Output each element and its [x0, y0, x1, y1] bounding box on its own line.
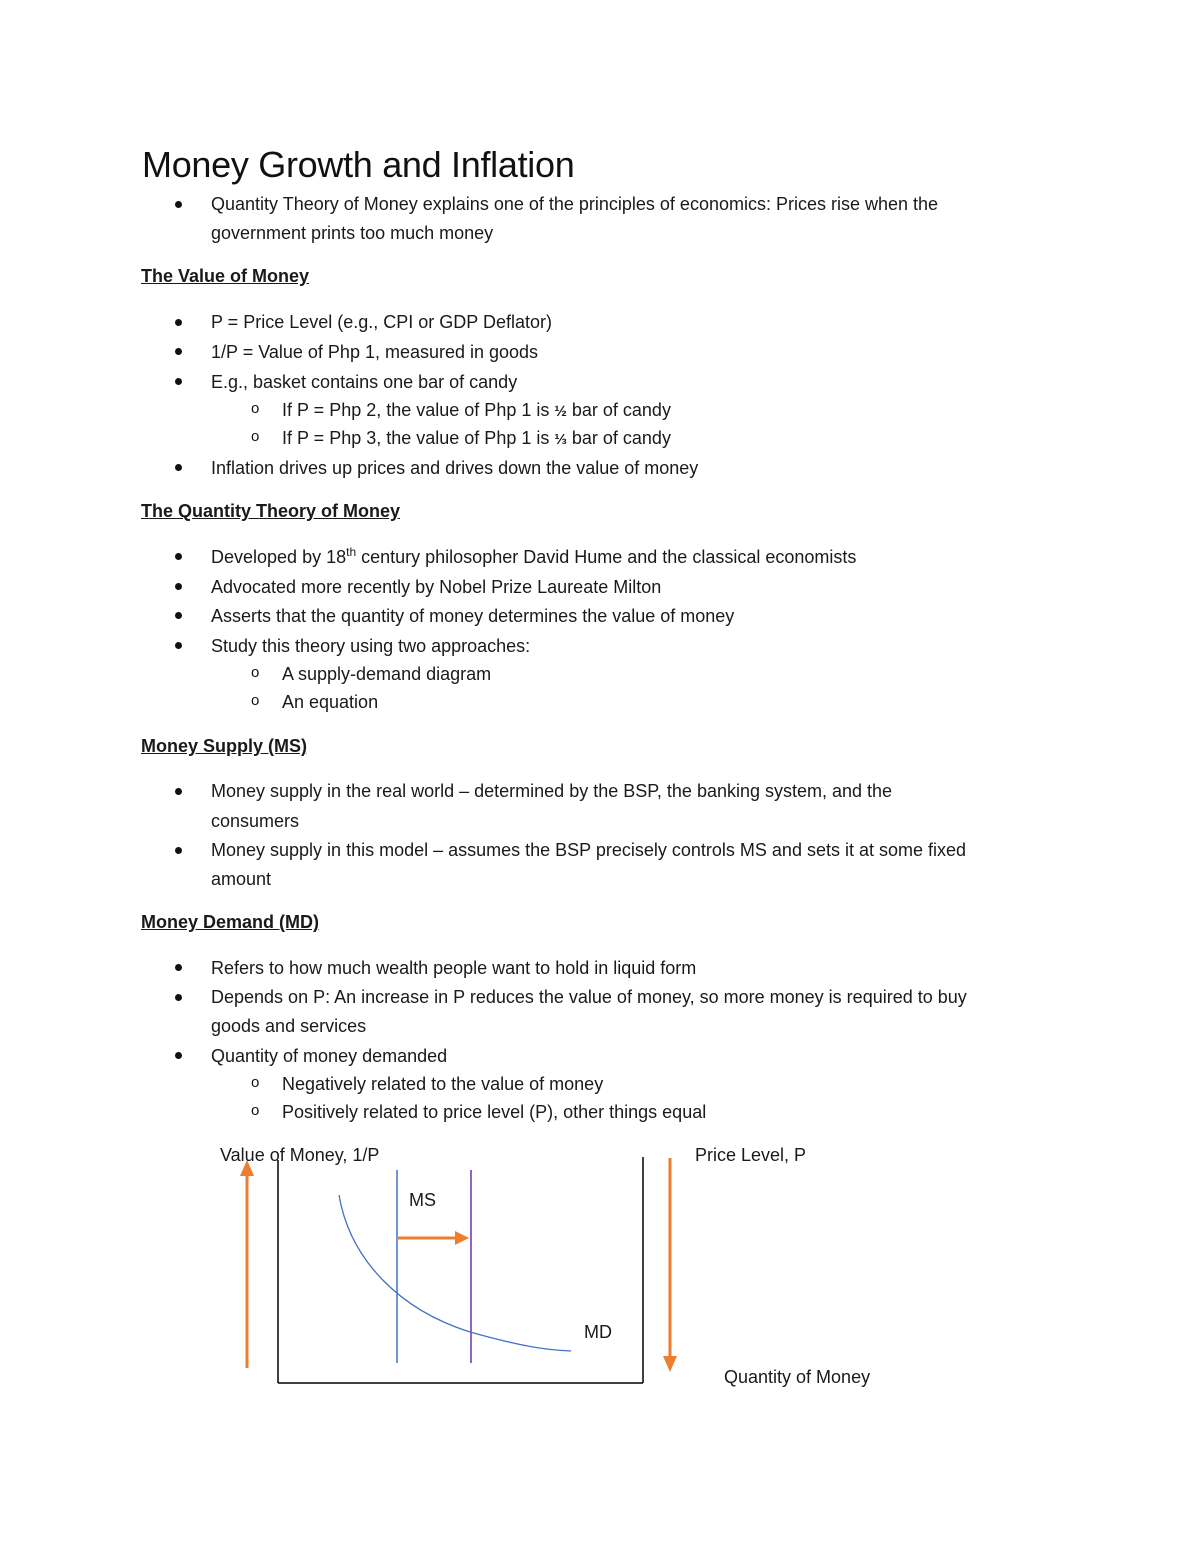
sub-text: If P = Php 3, the value of Php 1 is	[282, 428, 555, 448]
x-axis-label: Quantity of Money	[724, 1367, 871, 1387]
value-bullet-2: 1/P = Value of Php 1, measured in goods	[211, 342, 539, 362]
heading-money-supply: Money Supply (MS)	[141, 736, 307, 756]
value-bullet-4: Inflation drives up prices and drives down the value of money	[211, 458, 699, 478]
sub-bullet-glyph: o	[251, 428, 260, 445]
md-bullet-2-line-1: Depends on P: An increase in P reduces the value of money, so more money is required to buy	[211, 987, 967, 1007]
fraction-third: ⅓	[554, 431, 567, 448]
superscript: th	[346, 545, 357, 559]
intro-line-1: Quantity Theory of Money explains one of the principles of economics: Prices rise when the	[211, 194, 939, 214]
md-bullet-1: Refers to how much wealth people want to hold in liquid form	[211, 958, 697, 978]
ms-bullet-2-line-2: amount	[211, 869, 272, 889]
md-curve	[339, 1195, 571, 1351]
ms-bullet-2-line-1: Money supply in this model – assumes the BSP precisely controls MS and sets it at some fixed	[211, 840, 967, 860]
heading-money-demand: Money Demand (MD)	[141, 912, 320, 932]
arrow-right-head-icon	[455, 1231, 469, 1245]
value-bullet-3: E.g., basket contains one bar of candy	[211, 372, 518, 392]
sub-bullet-glyph: o	[251, 1074, 260, 1091]
md-sub-bullet-2: Positively related to price level (P), other things equal	[282, 1102, 707, 1122]
md-label: MD	[584, 1322, 612, 1342]
sub-bullet-glyph: o	[251, 692, 260, 709]
sub-bullet-glyph: o	[251, 1102, 260, 1119]
right-axis-label: Price Level, P	[695, 1145, 807, 1165]
intro-line-2: government prints too much money	[211, 223, 494, 243]
md-bullet-2-line-2: goods and services	[211, 1016, 367, 1036]
sub-bullet-glyph: o	[251, 664, 260, 681]
ms-bullet-1-line-2: consumers	[211, 811, 300, 831]
qt-text: century philosopher David Hume and the classical economists	[356, 547, 857, 567]
ms-label: MS	[409, 1190, 436, 1210]
sub-text: If P = Php 2, the value of Php 1 is	[282, 400, 555, 420]
sub-text: bar of candy	[566, 428, 671, 448]
qt-bullet-2: Advocated more recently by Nobel Prize Laureate Milton	[211, 577, 662, 597]
heading-value-of-money: The Value of Money	[141, 266, 310, 286]
arrow-down-head-icon	[663, 1356, 677, 1372]
heading-quantity-theory: The Quantity Theory of Money	[141, 501, 401, 521]
value-bullet-1: P = Price Level (e.g., CPI or GDP Deflator)	[211, 312, 552, 332]
qt-text: Developed by 18	[211, 547, 347, 567]
qt-bullet-3: Asserts that the quantity of money determines the value of money	[211, 606, 735, 626]
md-sub-bullet-1: Negatively related to the value of money	[282, 1074, 604, 1094]
sub-bullet-glyph: o	[251, 400, 260, 417]
fraction-half: ½	[554, 403, 567, 420]
page-title: Money Growth and Inflation	[142, 144, 575, 185]
ms-bullet-1-line-1: Money supply in the real world – determined by the BSP, the banking system, and the	[211, 781, 893, 801]
qt-sub-bullet-2: An equation	[282, 692, 379, 712]
qt-bullet-4: Study this theory using two approaches:	[211, 636, 531, 656]
md-bullet-3: Quantity of money demanded	[211, 1046, 448, 1066]
sub-text: bar of candy	[566, 400, 671, 420]
qt-sub-bullet-1: A supply-demand diagram	[282, 664, 492, 684]
left-axis-label: Value of Money, 1/P	[220, 1145, 380, 1165]
